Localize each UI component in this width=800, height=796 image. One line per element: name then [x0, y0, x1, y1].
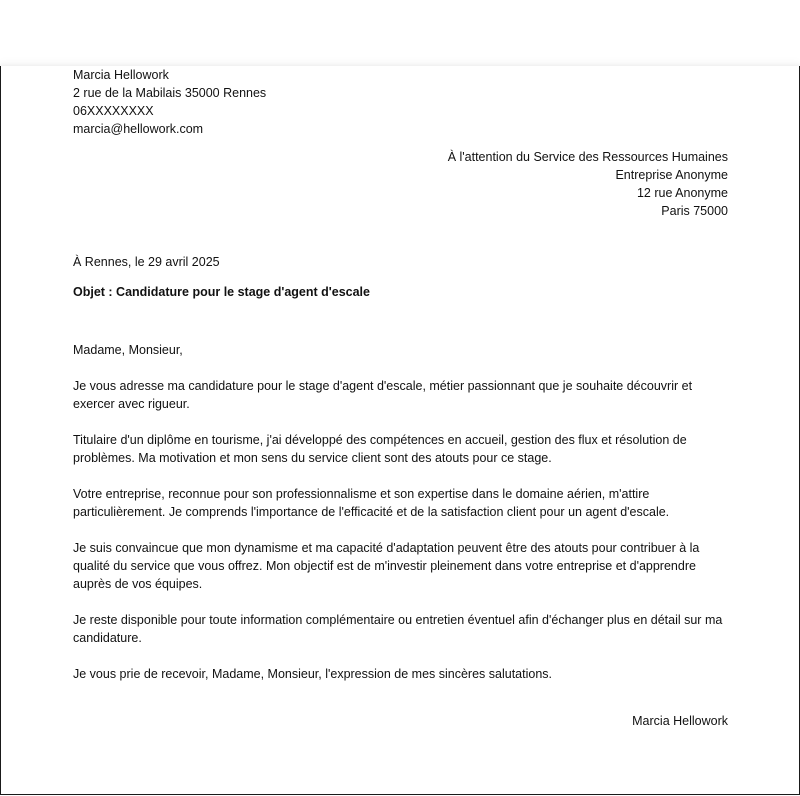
- paragraph: Je vous adresse ma candidature pour le stage d'agent d'escale, métier passionnant que je souhaite découvrir et exercer avec rigueur.: [73, 379, 693, 411]
- signature: Marcia Hellowork: [632, 714, 728, 728]
- salutation: Madame, Monsieur,: [73, 343, 183, 357]
- top-blank-area: [0, 0, 800, 66]
- closing-paragraph: Je vous prie de recevoir, Madame, Monsieur, l'expression de mes sincères salutations.: [73, 667, 553, 681]
- paragraph: Votre entreprise, reconnue pour son professionnalisme et son expertise dans le domaine aérien, m'attire particulièrement. Je comprends l'importance de l'efficacité et de la satisfaction client pour un agent d'escale.: [73, 487, 670, 519]
- letter-subject: Objet : Candidature pour le stage d'agent d'escale: [73, 285, 370, 299]
- letter-page: [0, 66, 800, 795]
- recipient-company: Entreprise Anonyme: [615, 168, 728, 182]
- sender-address: 2 rue de la Mabilais 35000 Rennes: [73, 86, 267, 100]
- sender-block: [73, 66, 266, 138]
- recipient-block: [448, 148, 728, 220]
- letter-body: [73, 341, 733, 701]
- sender-phone: 06XXXXXXXX: [73, 104, 154, 118]
- paragraph: Je suis convaincue que mon dynamisme et ma capacité d'adaptation peuvent être des atouts pour contribuer à la qualité du service que vous offrez. Mon objectif est de m'investir pleinement dans votre entreprise et d'apprendre auprès de vos équipes.: [73, 541, 700, 591]
- recipient-city: Paris 75000: [661, 204, 728, 218]
- letter-date: À Rennes, le 29 avril 2025: [73, 255, 220, 269]
- recipient-street: 12 rue Anonyme: [636, 186, 728, 200]
- paragraph: Je reste disponible pour toute information complémentaire ou entretien éventuel afin d'échanger plus en détail sur ma candidature.: [73, 613, 723, 645]
- sender-email: marcia@hellowork.com: [73, 122, 204, 136]
- recipient-attention: À l'attention du Service des Ressources Humaines: [447, 150, 728, 164]
- paragraph: Titulaire d'un diplôme en tourisme, j'ai développé des compétences en accueil, gestion des flux et résolution de problèmes. Ma motivation et mon sens du service client sont des atouts pour ce stage.: [73, 433, 687, 465]
- sender-name: Marcia Hellowork: [73, 68, 169, 82]
